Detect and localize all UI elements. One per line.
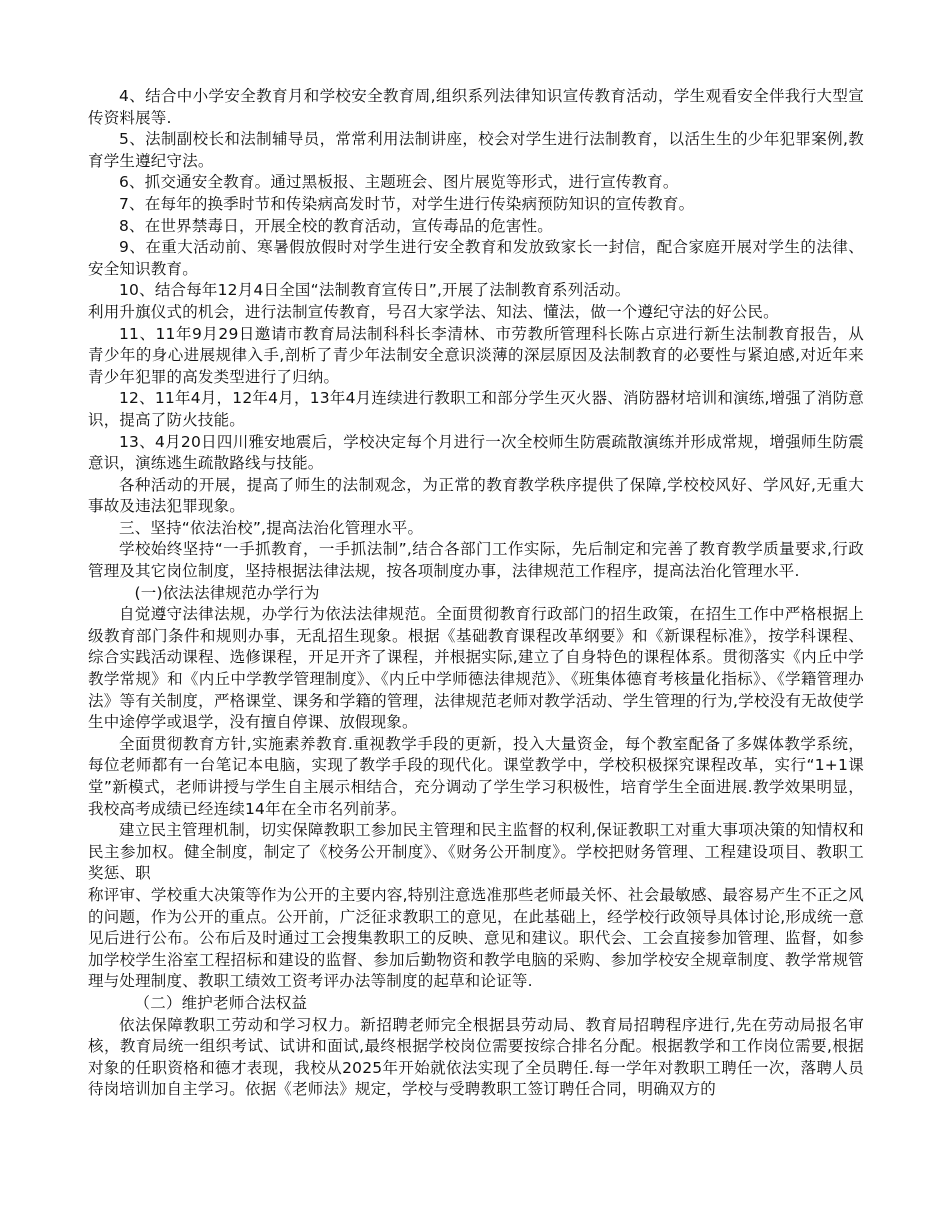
paragraph-democratic-management: 建立民主管理机制，切实保障教职工参加民主管理和民主监督的权利,保证教职工对重大事项决策的知情权和民主参加权。健全制度，制定了《校务公开制度》、《财务公开制度》。学校把财务管理、工程建设项目、教职工奖惩、职 (88, 821, 864, 883)
section-heading-3: 三、坚持“依法治校”,提高法治化管理水平。 (119, 518, 424, 537)
paragraph-school-regulation: 自觉遵守法律法规，办学行为依法法律规范。全面贯彻教育行政部门的招生政策，在招生工作中严格根据上级教育部门条件和规则办事，无乱招生现象。根据《基础教育课程改革纲要》和《新课程标准》，按学科课程、综合实践活动课程、选修课程，开足开齐了课程，并根据实际,建立了自身特色的课程体系。贯彻落实《内丘中学教学常规》和《内丘中学教学管理制度》、《内丘中学师德法律规范》、《班集体德育考核量化指标》、《学籍管理办法》等有关制度，严格课堂、课务和学籍的管理，法律规范老师对教学活动、学生管理的行为,学校没有无故使学生中途停学或退学，没有擅自停课、放假现象。 (88, 605, 864, 732)
paragraph-public-affairs: 称评审、学校重大决策等作为公开的主要内容,特别注意选准那些老师最关怀、社会最敏感、最容易产生不正之风的问题，作为公开的重点。公开前，广泛征求教职工的意见，在此基础上，经学校行政领导具体讨论,形成统一意见后进行公布。公布后及时通过工会搜集教职工的反映、意见和建议。职代会、工会直接参加管理、监督，如参加学校学生浴室工程招标和建设的监督、参加后勤物资和教学电脑的采购、参加学校安全规章制度、教学常规管理与处理制度、教职工绩效工资考评办法等制度的起草和论证等. (88, 885, 864, 991)
paragraph-item-4: 4、结合中小学安全教育月和学校安全教育周,组织系列法律知识宣传教育活动，学生观看安全伴我行大型宣传资料展等. (88, 87, 864, 127)
paragraph-item-7: 7、在每年的换季时节和传染病高发时节，对学生进行传染病预防知识的宣传教育。 (119, 194, 695, 213)
paragraph-item-8: 8、在世界禁毒日，开展全校的教育活动，宣传毒品的危害性。 (119, 216, 553, 235)
paragraph-flag-ceremony: 利用升旗仪式的机会，进行法制宣传教育，号召大家学法、知法、懂法，做一个遵纪守法的好公民。 (88, 302, 779, 321)
subsection-heading-2: （二）维护老师合法权益 (134, 993, 308, 1012)
paragraph-item-11: 11、11年9月29日邀请市教育局法制科科长李清林、市劳教所管理科长陈占京进行新生法制教育报告，从青少年的身心进展规律入手,剖析了青少年法制安全意识淡薄的深层原因及法制教育的必要性与紧迫感,对近年来青少年犯罪的高发类型进行了归纳。 (88, 324, 864, 386)
paragraph-summary: 各种活动的开展，提高了师生的法制观念，为正常的教育教学秩序提供了保障,学校校风好、学风好,无重大事故及违法犯罪现象。 (88, 475, 864, 516)
paragraph-education-policy: 全面贯彻教育方针,实施素养教育.重视教学手段的更新，投入大量资金，每个教室配备了多媒体教学系统，每位老师都有一台笔记本电脑，实现了教学手段的现代化。课堂教学中，学校积极探究课程改革，实行“1+1课堂”新模式，老师讲授与学生自主展示相结合，充分调动了学生学习积极性，培育学生全面进展.教学效果明显，我校高考成绩已经连续14年在全市名列前茅。 (88, 734, 864, 818)
paragraph-item-10: 10、结合每年12月4日全国“法制教育宣传日”,开展了法制教育系列活动。 (119, 281, 631, 300)
subsection-heading-1: (一)依法法律规范办学行为 (134, 583, 320, 602)
paragraph-item-5: 5、法制副校长和法制辅导员，常常利用法制讲座，校会对学生进行法制教育，以活生生的少年犯罪案例,教育学生遵纪守法。 (88, 130, 864, 170)
paragraph-item-9: 9、在重大活动前、寒暑假放假时对学生进行安全教育和发放致家长一封信，配合家庭开展对学生的法律、安全知识教育。 (88, 238, 864, 278)
paragraph-item-13: 13、4月20日四川雅安地震后，学校决定每个月进行一次全校师生防震疏散演练并形成常规，增强师生防震意识，演练逃生疏散路线与技能。 (88, 432, 864, 473)
paragraph-teacher-rights: 依法保障教职工劳动和学习权力。新招聘老师完全根据县劳动局、教育局招聘程序进行,先在劳动局报名审核，教育局统一组织考试、试讲和面试,最终根据学校岗位需要按综合排名分配。根据教学和工作岗位需要,根据对象的任职资格和德才表现，我校从2025年开始就依法实现了全员聘任.每一学年对教职工聘任一次，落聘人员待岗培训加自主学习。依据《老师法》规定，学校与受聘教职工签订聘任合同，明确双方的 (88, 1015, 864, 1099)
document-body (88, 86, 864, 1101)
paragraph-item-6: 6、抓交通安全教育。通过黑板报、主题班会、图片展览等形式，进行宣传教育。 (119, 173, 679, 192)
paragraph-item-12: 12、11年4月，12年4月，13年4月连续进行教职工和部分学生灭火器、消防器材培训和演练,增强了消防意识，提高了防火技能。 (88, 389, 864, 429)
paragraph-section-3-intro: 学校始终坚持“一手抓教育，一手抓法制”,结合各部门工作实际，先后制定和完善了教育教学质量要求,行政管理及其它岗位制度，坚持根据法律法规，按各项制度办事，法律规范工作程序，提高法治化管理水平. (88, 540, 864, 581)
